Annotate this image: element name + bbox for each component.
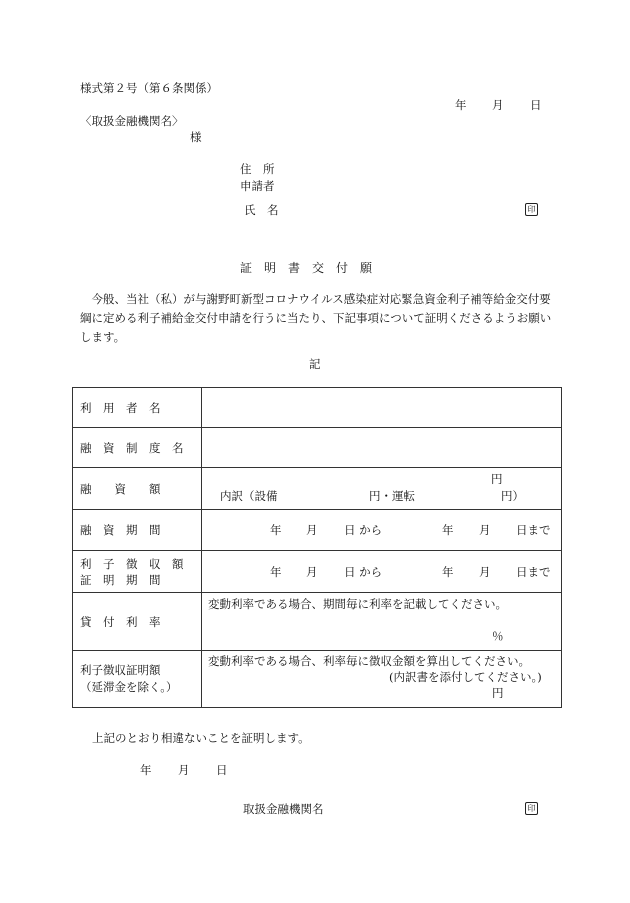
institution-label: 〈取扱金融機関名〉 xyxy=(80,114,184,128)
loan-amount-yen: 円 xyxy=(491,472,503,486)
ki-marker: 記 xyxy=(309,357,321,371)
date-year: 年 xyxy=(455,98,467,112)
footer-seal-icon: 印 xyxy=(525,802,538,815)
table-row-loan-period xyxy=(73,510,562,551)
certify-text: 上記のとおり相違ないことを証明します。 xyxy=(92,731,310,745)
table-row-interest-period xyxy=(73,551,562,593)
breakdown-open: 内訳（設備 xyxy=(220,489,278,503)
date-month: 月 xyxy=(492,98,504,112)
period-day-from: 日 から xyxy=(344,523,383,537)
interest-amount-value[interactable] xyxy=(202,651,562,708)
interest-year-1: 年 xyxy=(270,565,282,579)
interest-amount-label: 利子徴収証明額 （延滞金を除く。） xyxy=(73,651,202,708)
interest-day-until: 日まで xyxy=(516,565,551,579)
user-name-label: 利 用 者 名 xyxy=(73,388,202,428)
interest-day-from: 日 から xyxy=(344,565,383,579)
interest-period-label: 利 子 徴 収 額 証 明 期 間 xyxy=(73,551,202,593)
footer-day: 日 xyxy=(216,763,228,777)
footer-institution: 取扱金融機関名 xyxy=(243,802,324,816)
loan-system-label: 融 資 制 度 名 xyxy=(73,428,202,468)
loan-period-value[interactable] xyxy=(202,510,562,551)
date-day: 日 xyxy=(530,98,542,112)
interest-month-2: 月 xyxy=(479,565,491,579)
seal-icon: 印 xyxy=(525,203,538,216)
period-year-1: 年 xyxy=(270,523,282,537)
request-body: 今般、当社（私）が与謝野町新型コロナウイルス感染症対応緊急資金利子補等給金交付要綱に定める利子補給金交付申請を行うに当たり、下記事項について証明くださるようお願いします。 xyxy=(80,292,552,344)
footer-year: 年 xyxy=(140,763,152,777)
applicant-label: 申請者 xyxy=(240,179,275,193)
interest-year-2: 年 xyxy=(442,565,454,579)
breakdown-equipment-yen: 円・運転 xyxy=(369,489,415,503)
user-name-value[interactable] xyxy=(202,388,562,428)
period-month-1: 月 xyxy=(306,523,318,537)
table-row-interest-amount xyxy=(73,651,562,708)
honorific: 様 xyxy=(190,130,202,144)
certificate-table xyxy=(72,387,562,708)
interest-period-value[interactable] xyxy=(202,551,562,593)
interest-amount-note: 変動利率である場合、利率毎に徴収金額を算出してください。 xyxy=(208,654,530,668)
interest-amount-note-2: (内訳書を添付してください。) xyxy=(389,670,542,684)
document-title: 証 明 書 交 付 願 xyxy=(240,261,373,275)
address-label: 住 所 xyxy=(240,162,275,176)
lending-rate-note: 変動利率である場合、期間毎に利率を記載してください。 xyxy=(208,597,507,611)
loan-amount-value[interactable] xyxy=(202,468,562,510)
interest-amount-yen: 円 xyxy=(492,686,504,700)
interest-month-1: 月 xyxy=(306,565,318,579)
lending-rate-value[interactable] xyxy=(202,593,562,651)
lending-rate-label: 貸 付 利 率 xyxy=(73,593,202,651)
name-label: 氏 名 xyxy=(244,203,279,217)
period-month-2: 月 xyxy=(479,523,491,537)
form-number: 様式第２号（第６条関係） xyxy=(80,81,218,95)
loan-period-label: 融 資 期 間 xyxy=(73,510,202,551)
table-row-user-name xyxy=(73,388,562,428)
period-day-until: 日まで xyxy=(516,523,551,537)
table-row-loan-system xyxy=(73,428,562,468)
table-row-lending-rate xyxy=(73,593,562,651)
lending-rate-percent: ％ xyxy=(492,629,504,643)
loan-amount-label: 融 資 額 xyxy=(73,468,202,510)
period-year-2: 年 xyxy=(442,523,454,537)
loan-system-value[interactable] xyxy=(202,428,562,468)
table-row-loan-amount xyxy=(73,468,562,510)
breakdown-close: 円） xyxy=(501,489,524,503)
footer-month: 月 xyxy=(178,763,190,777)
